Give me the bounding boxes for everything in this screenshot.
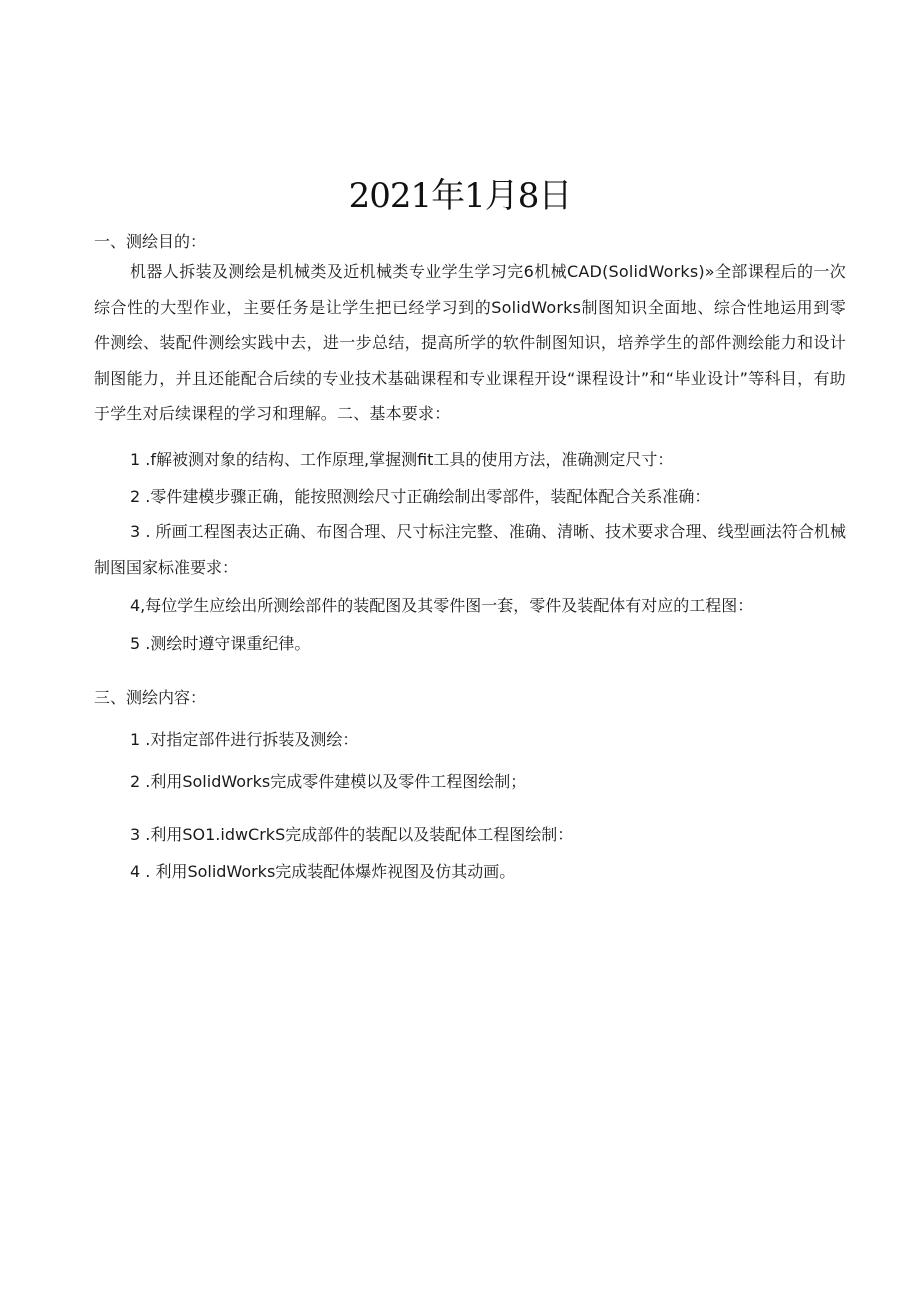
requirement-item-2: 2 .零件建模步骤正确，能按照测绘尺寸正确绘制出零部件，装配体配合关系准确：	[130, 487, 711, 506]
requirement-item-1: 1 .f解被测对象的结构、工作原理,掌握测fit工具的使用方法，准确测定尺寸：	[130, 450, 674, 469]
section-heading-content: 三、测绘内容：	[94, 688, 207, 707]
content-item-3: 3 .利用SO1.idwCrkS完成部件的装配以及装配体工程图绘制：	[130, 825, 574, 844]
document-date: 2021年1月8日	[348, 176, 572, 216]
requirement-item-3: 3 . 所画工程图表达正确、布图合理、尺寸标注完整、准确、清晰、技术要求合理、线型画法符合机械制图国家标准要求：	[94, 522, 846, 577]
requirement-item-5: 5 .测绘时遵守课重纪律。	[130, 634, 311, 653]
requirement-item-4: 4,每位学生应绘出所测绘部件的装配图及其零件图一套，零件及装配体有对应的工程图：	[130, 596, 754, 615]
content-item-2: 2 .利用SolidWorks完成零件建模以及零件工程图绘制；	[130, 772, 527, 791]
content-item-4: 4 . 利用SolidWorks完成装配体爆炸视图及仿其动画。	[130, 862, 516, 881]
section-heading-purpose: 一、测绘目的：	[94, 232, 207, 251]
content-item-1: 1 .对指定部件进行拆装及测绘：	[130, 730, 359, 749]
purpose-paragraph: 机器人拆装及测绘是机械类及近机械类专业学生学习完6机械CAD(SolidWorks)»全部课程后的一次综合性的大型作业，主要任务是让学生把已经学习到的SolidWorks制图知识全面地、综合性地运用到零件测绘、装配件测绘实践中去，进一步总结，提高所学的软件制图知识，培养学生的部件测绘能力和设计制图能力，并且还能配合后续的专业技术基础课程和专业课程开设“课程设计”和“毕业设计”等科目，有助于学生对后续课程的学习和理解。二、基本要求：	[94, 262, 846, 423]
